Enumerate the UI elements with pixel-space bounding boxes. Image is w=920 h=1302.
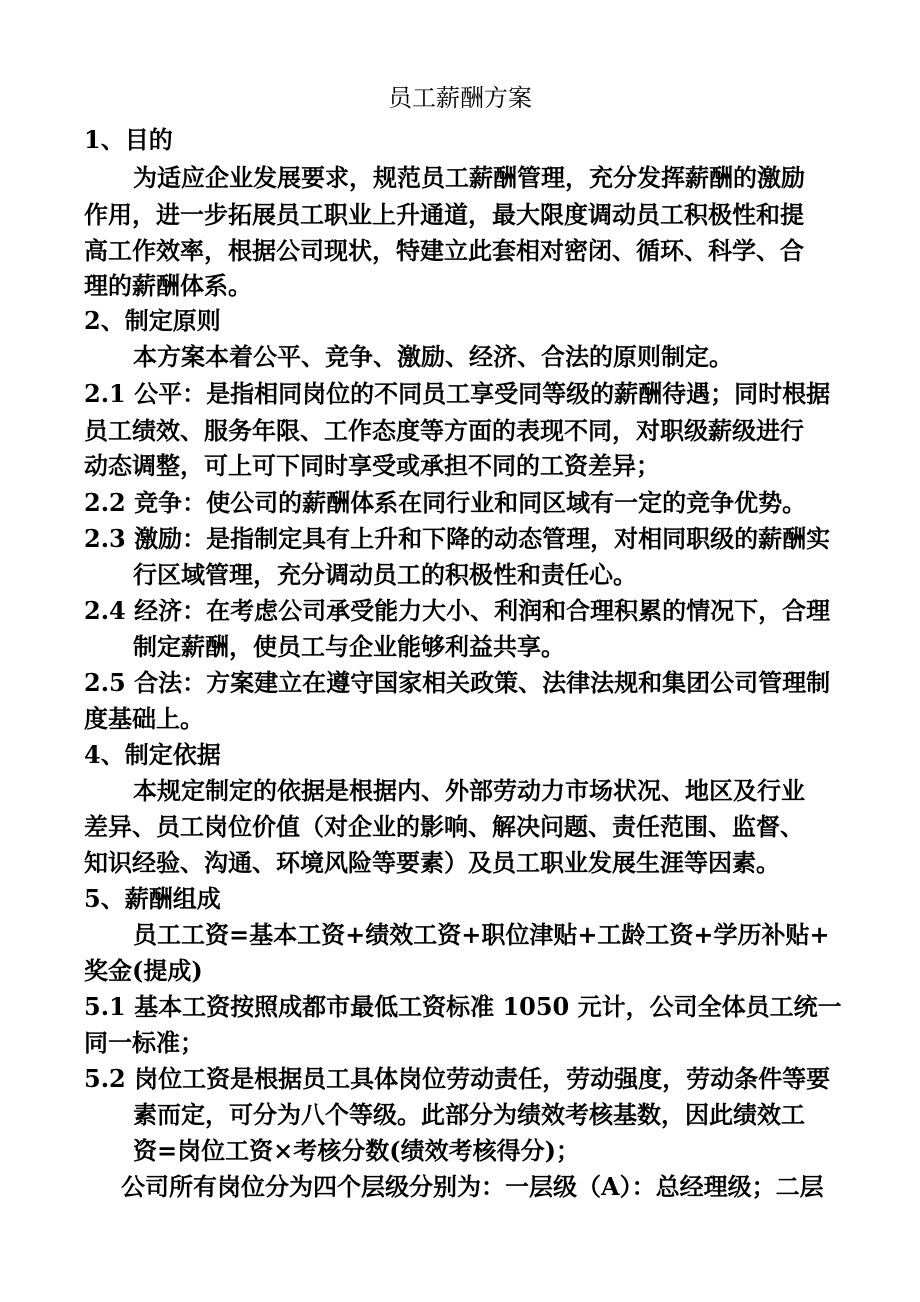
paragraph-line: 本规定制定的依据是根据内、外部劳动力市场状况、地区及行业 [133, 776, 805, 805]
formula-line: 员工工资=基本工资+绩效工资+职位津贴+工龄工资+学历补贴+ [133, 920, 830, 949]
clause-line: 制定薪酬，使员工与企业能够利益共享。 [133, 632, 565, 661]
clause-line: 2.3 激励：是指制定具有上升和下降的动态管理，对相同职级的薪酬实 [84, 524, 831, 553]
paragraph-line: 知识经验、沟通、环境风险等要素）及员工职业发展生涯等因素。 [84, 848, 780, 877]
clause-line: 员工绩效、服务年限、工作态度等方面的表现不同，对职级薪级进行 [84, 416, 804, 445]
clause-line: 度基础上。 [84, 704, 204, 733]
paragraph-line: 为适应企业发展要求，规范员工薪酬管理，充分发挥薪酬的激励 [133, 163, 805, 192]
document-title: 员工薪酬方案 [388, 84, 532, 112]
clause-line: 行区域管理，充分调动员工的积极性和责任心。 [133, 560, 637, 589]
paragraph-line: 本方案本着公平、竞争、激励、经济、合法的原则制定。 [133, 342, 733, 371]
clause-line: 动态调整，可上可下同时享受或承担不同的工资差异； [84, 451, 660, 480]
clause-line: 2.5 合法：方案建立在遵守国家相关政策、法律法规和集团公司管理制 [84, 668, 831, 697]
clause-line: 5.1 基本工资按照成都市最低工资标准 1050 元计，公司全体员工统一 [84, 992, 842, 1021]
paragraph-line: 作用，进一步拓展员工职业上升通道，最大限度调动员工积极性和提 [84, 200, 804, 229]
clause-line: 素而定，可分为八个等级。此部分为绩效考核基数，因此绩效工 [133, 1100, 805, 1129]
clause-line: 同一标准； [84, 1028, 204, 1057]
section-heading-basis: 4、制定依据 [84, 740, 221, 769]
section-heading-purpose: 1、目的 [84, 125, 173, 154]
section-heading-principles: 2、制定原则 [84, 306, 221, 335]
paragraph-line: 差异、员工岗位价值（对企业的影响、解决问题、责任范围、监督、 [84, 812, 804, 841]
clause-line: 5.2 岗位工资是根据员工具体岗位劳动责任，劳动强度，劳动条件等要 [84, 1064, 831, 1093]
formula-line: 奖金(提成) [84, 956, 203, 985]
clause-line: 2.1 公平：是指相同岗位的不同员工享受同等级的薪酬待遇；同时根据 [84, 379, 831, 408]
clause-line: 2.2 竞争：使公司的薪酬体系在同行业和同区域有一定的竞争优势。 [84, 488, 807, 517]
clause-line: 资=岗位工资×考核分数(绩效考核得分)； [133, 1136, 580, 1165]
clause-line: 2.4 经济：在考虑公司承受能力大小、利润和合理积累的情况下，合理 [84, 596, 831, 625]
paragraph-line: 公司所有岗位分为四个层级分别为：一层级（A）：总经理级；二层 [121, 1172, 824, 1201]
section-heading-composition: 5、薪酬组成 [84, 884, 221, 913]
paragraph-line: 高工作效率，根据公司现状，特建立此套相对密闭、循环、科学、合 [84, 236, 804, 265]
paragraph-line: 理的薪酬体系。 [84, 271, 252, 300]
